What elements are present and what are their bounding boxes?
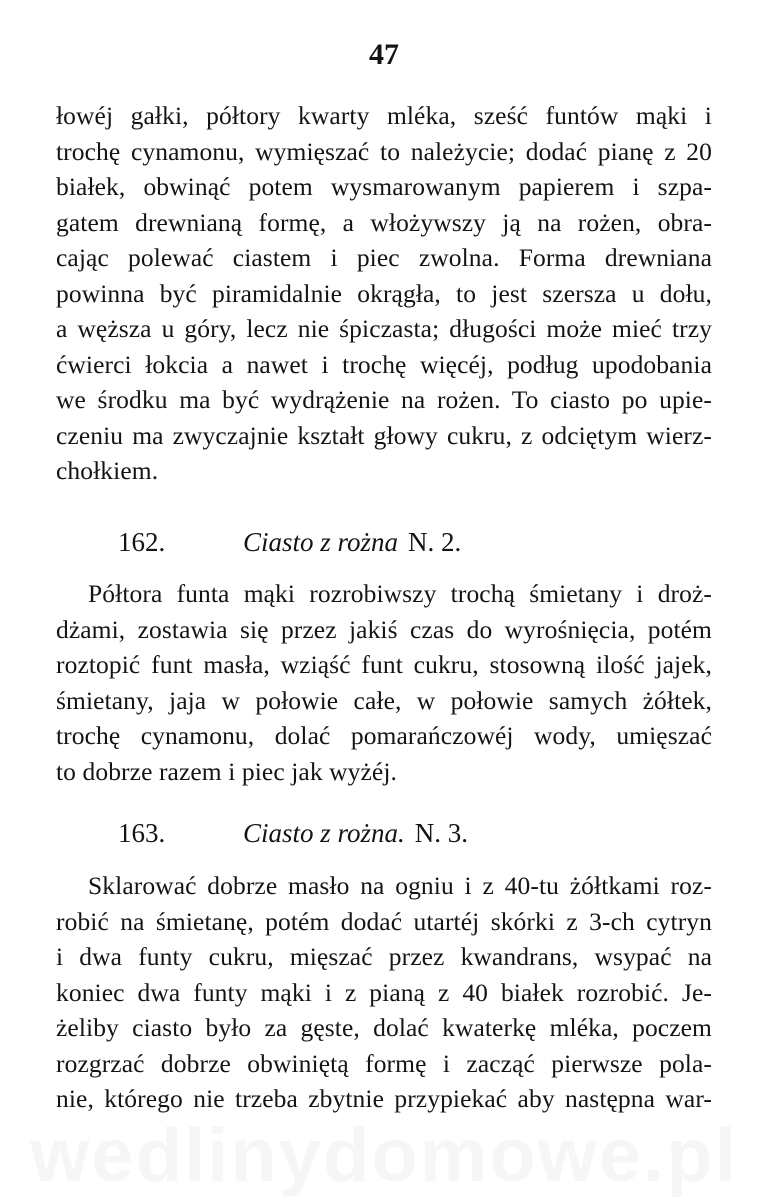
text-line: i dwa funty cukru, mięszać przez kwandrans, wsypać na [56, 942, 712, 971]
recipe-number: 162. [118, 527, 166, 557]
page-number: 47 [369, 38, 399, 71]
recipe-heading-162 [118, 527, 461, 558]
recipe-variant: N. 3. [414, 818, 469, 848]
text-line: żeliby ciasto było za gęste, dolać kwaterkę mléka, poczem [56, 1013, 712, 1042]
text-line: trochę cynamonu, wymięszać to należycie; dodać pianę z 20 [56, 136, 712, 166]
text-line: a węższa u góry, lecz nie śpiczasta; długości może mieć trzy [56, 314, 712, 343]
intro-paragraph [56, 98, 712, 489]
text-line: powinna być piramidalnie okrągła, to jest szersza u dołu, [56, 278, 712, 308]
text-line: śmietany, jaja w połowie całe, w połowie samych żółtek, [56, 685, 712, 715]
watermark [0, 1112, 768, 1199]
text-line: koniec dwa funty mąki i z pianą z 40 białek rozrobić. Je- [56, 977, 712, 1007]
text-line: ćwierci łokcia a nawet i trochę więcéj, podług upodobania [56, 349, 712, 379]
recipe-title: Ciasto z rożna. [243, 818, 405, 848]
text-line: rozgrzać dobrze obwiniętą formę i zacząć pierwsze pola- [56, 1048, 712, 1078]
text-line: cając polewać ciastem i piec zwolna. Forma drewniana [56, 243, 712, 272]
text-line: dżami, zostawia się przez jakiś czas do wyrośnięcia, potém [56, 614, 712, 644]
recipe-heading-163 [118, 818, 468, 849]
recipe-title: Ciasto z rożna [243, 527, 399, 557]
text-line: białek, obwinąć potem wysmarowanym papierem i szpa- [56, 172, 712, 201]
text-line: chołkiem. [56, 456, 159, 485]
text-line: gatem drewnianą formę, a włożywszy ją na rożen, obra- [56, 207, 712, 237]
recipe-number: 163. [118, 818, 166, 848]
recipe-162-paragraph [56, 576, 712, 789]
text-line: łowéj gałki, półtory kwarty mléka, sześć funtów mąki i [56, 101, 712, 130]
text-line: Półtora funta mąki rozrobiwszy trochą śmietany i droż- [88, 579, 712, 608]
text-line: we środku ma być wydrążenie na rożen. To ciasto po upie- [56, 385, 712, 414]
text-line: Sklarować dobrze masło na ogniu i z 40-tu żółtkami roz- [88, 871, 712, 900]
text-line: trochę cynamonu, dolać pomarańczowéj wody, umięszać [56, 721, 712, 750]
text-line: robić na śmietanę, potém dodać utartéj skórki z 3-ch cytryn [56, 906, 712, 936]
text-line: nie, którego nie trzeba zbytnie przypiekać aby następna war- [56, 1084, 712, 1113]
recipe-163-paragraph [56, 868, 712, 1117]
recipe-variant: N. 2. [408, 527, 462, 557]
text-line: roztopić funt masła, wziąść funt cukru, stosowną ilość jajek, [56, 650, 712, 679]
text-line: to dobrze razem i piec jak wyżéj. [56, 756, 398, 786]
text-line: czeniu ma zwyczajnie kształt głowy cukru, z odciętym wierz- [56, 420, 712, 450]
